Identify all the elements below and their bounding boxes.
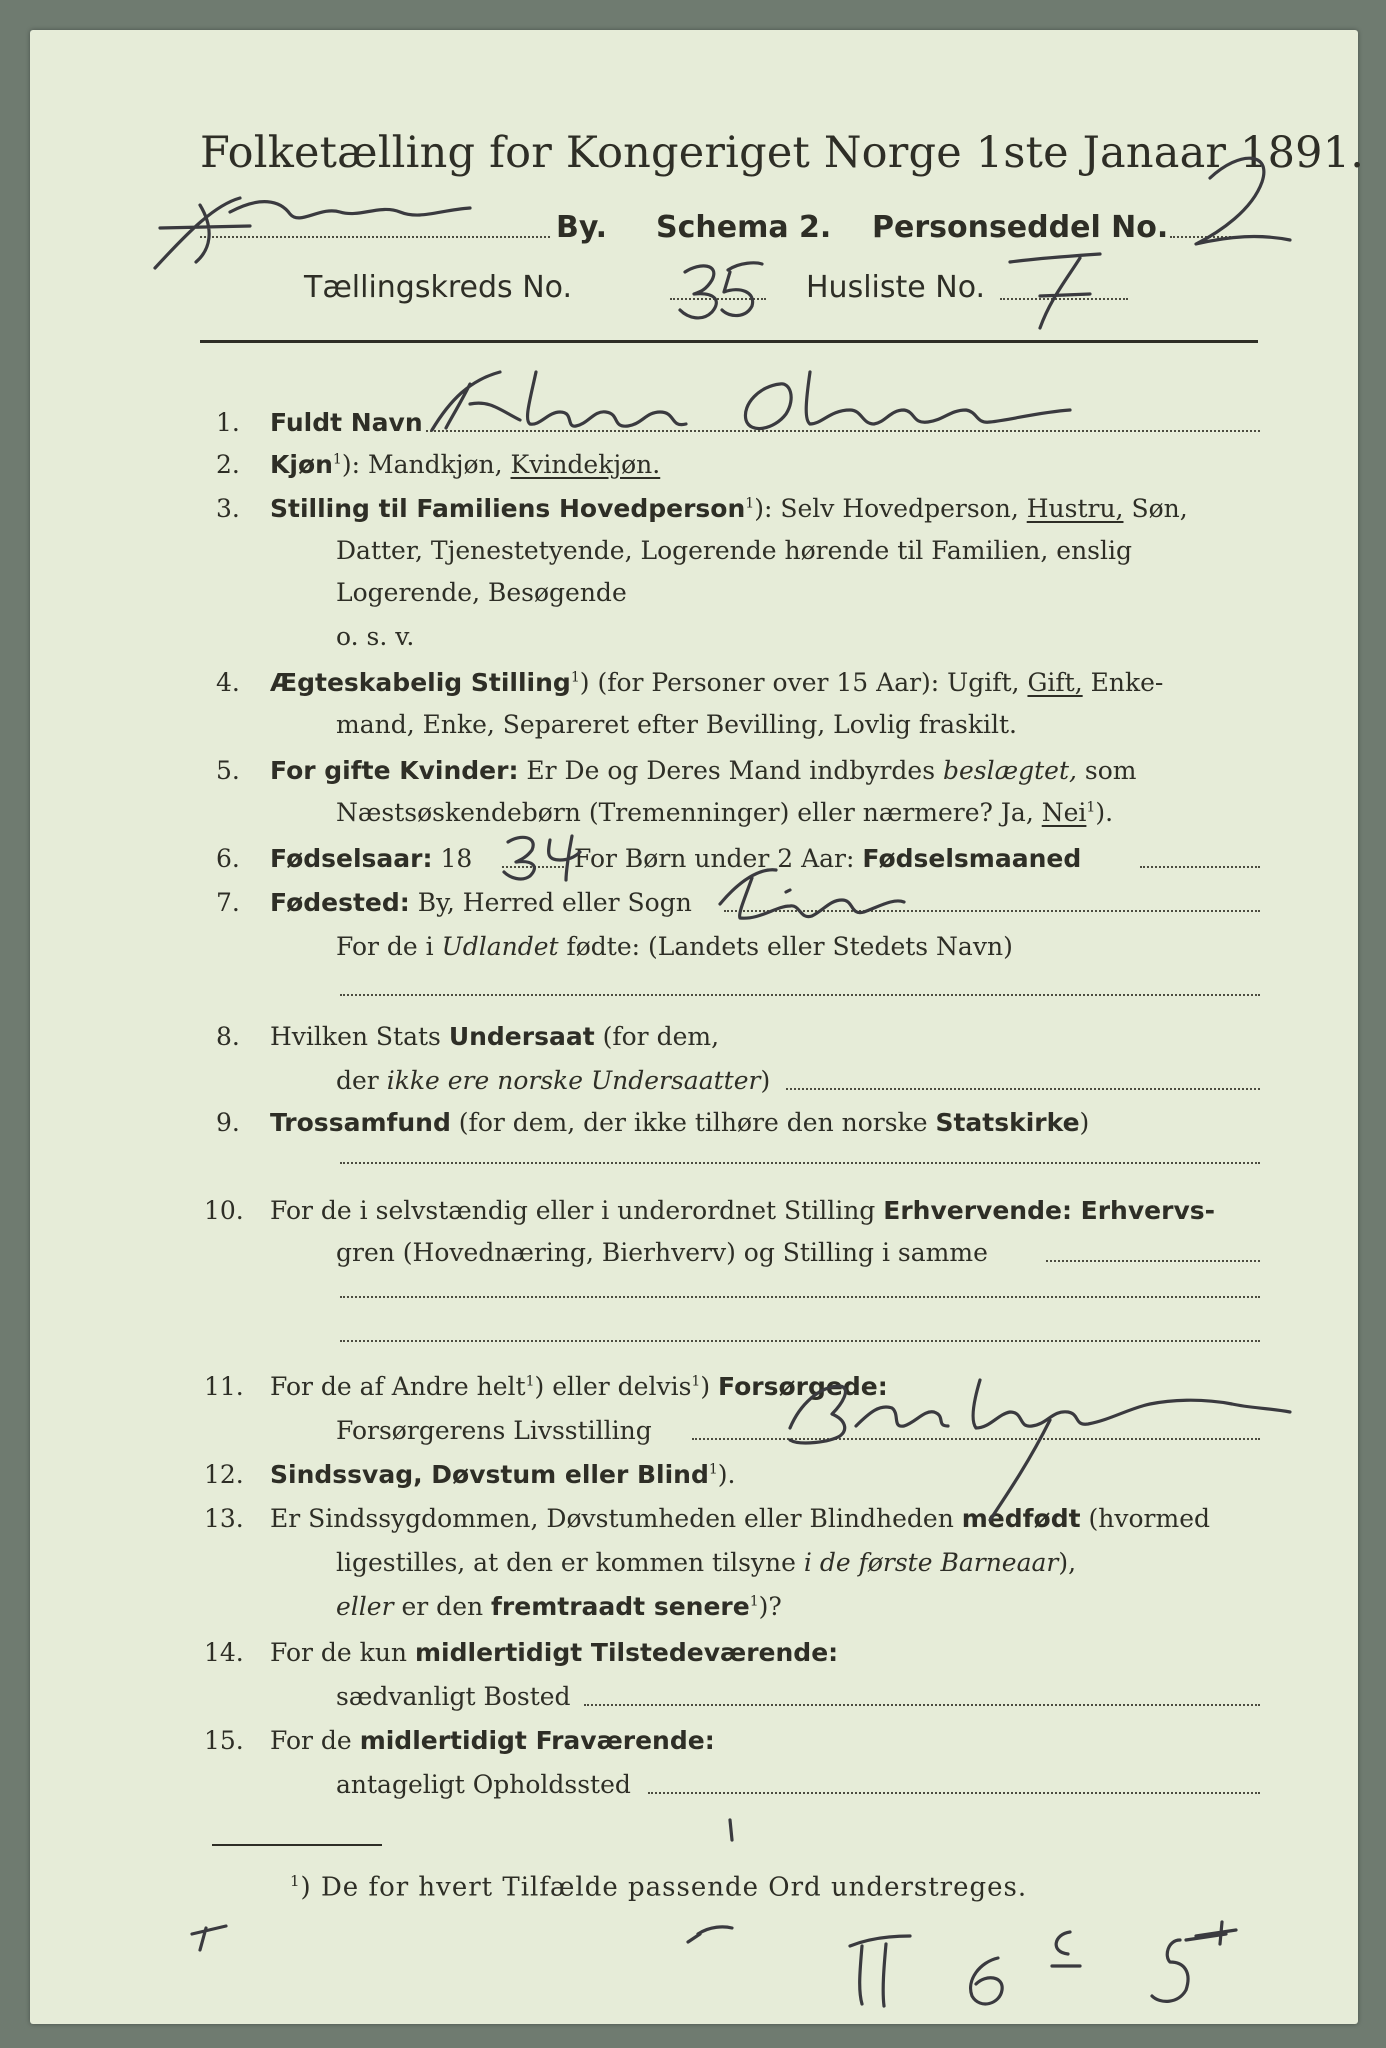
q11-footnote-mark-2: 1 [691, 1373, 701, 1390]
q5-label: For gifte Kvinder: [270, 756, 519, 785]
q4-line-2: mand, Enke, Separeret efter Bevilling, Lovlig fraskilt. [336, 710, 1017, 739]
q13-number: 13. [204, 1504, 244, 1533]
q13-line-3-b: )? [758, 1592, 782, 1621]
q6-century-prefix: 18 [432, 844, 473, 873]
handwritten-archive-note [850, 1932, 1226, 2006]
q2-label: Kjøn [270, 450, 333, 479]
q5-question-a: Er De og Deres Mand indbyrdes [518, 756, 943, 785]
q8-line-2-b: ) [760, 1066, 771, 1095]
q9-number: 9. [216, 1108, 240, 1137]
q3-footnote-mark: 1 [745, 495, 755, 512]
q3-label: Stilling til Familiens Hovedperson [270, 494, 746, 523]
q3-line-2: Datter, Tjenestetyende, Logerende hørende til Familien, enslig [336, 536, 1133, 565]
q13-label: medfødt [961, 1504, 1081, 1533]
handwritten-birthplace [720, 870, 904, 918]
q15-line-2: antageligt Opholdssted [336, 1770, 631, 1799]
q4-number: 4. [216, 668, 240, 697]
q1-number: 1. [216, 408, 240, 437]
handwritten-full-name [432, 372, 1070, 430]
q3-number: 3. [216, 494, 240, 523]
q9-statskirke: Statskirke [935, 1108, 1080, 1137]
margin-mark-center [688, 1927, 732, 1942]
q8-question-b: (for dem, [594, 1022, 720, 1051]
q8-question-a: Hvilken Stats [270, 1022, 449, 1051]
q12-close: ). [717, 1460, 736, 1489]
handwritten-birth-year [504, 836, 580, 880]
q11-question-a: For de af Andre helt [270, 1372, 526, 1401]
q15-number: 15. [204, 1726, 244, 1755]
husliste-label: Husliste No. [806, 270, 986, 305]
q12-number: 12. [204, 1460, 244, 1489]
q2-options: ): Mandkjøn, [341, 450, 511, 479]
footnote-mark: 1 [290, 1872, 301, 1890]
q7-label: Fødested: [270, 888, 410, 917]
q13-question-a: Er Sindssygdommen, Døvstumheden eller Blindheden [270, 1504, 962, 1533]
q14-line-2: sædvanligt Bosted [336, 1682, 571, 1711]
q10-question: For de i selvstændig eller i underordnet Stilling [270, 1196, 884, 1225]
q11-number: 11. [204, 1372, 244, 1401]
q11-question-b: ) eller delvis [534, 1372, 692, 1401]
q4-footnote-mark: 1 [570, 669, 580, 686]
q7-foreign-a: For de i [336, 932, 442, 961]
q3-line-4: o. s. v. [336, 622, 415, 651]
q15-label: midlertidigt Fraværende: [359, 1726, 715, 1755]
q13-line-3-a: er den [393, 1592, 492, 1621]
q8-label: Undersaat [448, 1022, 595, 1051]
q7-foreign-italic: Udlandet [441, 932, 559, 961]
q13-question-b: (hvormed [1080, 1504, 1210, 1533]
q13-line-2-a: ligestilles, at den er kommen tilsyne [336, 1548, 804, 1577]
margin-mark-left [192, 1926, 226, 1950]
by-label: By. [556, 210, 608, 245]
q4-options-a: ) (for Personer over 15 Aar): Ugift, [579, 668, 1028, 697]
q3-options-a: ): Selv Hovedperson, [754, 494, 1027, 523]
q5-footnote-mark: 1 [1086, 799, 1096, 816]
footnote-text: ) De for hvert Tilfælde passende Ord understreges. [300, 1872, 1028, 1903]
q2-number: 2. [216, 450, 240, 479]
q11-label: Forsørgede: [718, 1372, 888, 1401]
q8-number: 8. [216, 1022, 240, 1051]
margin-mark-right [1196, 1922, 1236, 1944]
q3-line-3: Logerende, Besøgende [336, 578, 627, 607]
q3-selected-option: Hustru, [1026, 494, 1124, 523]
q13-footnote-mark: 1 [749, 1593, 759, 1610]
q2-footnote-mark: 1 [332, 451, 342, 468]
q8-line-2-a: der [336, 1066, 387, 1095]
q9-question: (for dem, der ikke tilhøre den norske [450, 1108, 936, 1137]
q12-footnote-mark: 1 [708, 1461, 718, 1478]
q3-options-b: Søn, [1123, 494, 1188, 523]
q10-label: Erhvervende: Erhvervs- [883, 1196, 1215, 1225]
q9-label: Trossamfund [270, 1108, 451, 1137]
q14-label: midlertidigt Tilstedeværende: [414, 1638, 839, 1667]
q12-label: Sindssvag, Døvstum eller Blind [270, 1460, 709, 1489]
q4-label: Ægteskabelig Stilling [270, 668, 571, 697]
q7-number: 7. [216, 888, 240, 917]
q5-selected-option: Nei [1041, 798, 1087, 827]
taellingskreds-label: Tællingskreds No. [304, 270, 572, 305]
q6-label: Fødselsaar: [270, 844, 433, 873]
form-title: Folketælling for Kongeriget Norge 1ste Janaar 1891. [200, 128, 1365, 178]
q8-italic: ikke ere norske Undersaatter [386, 1066, 761, 1095]
personseddel-label: Personseddel No. [872, 210, 1169, 245]
q6-birth-month-label: Fødselsmaaned [862, 844, 1082, 873]
q2-selected-option: Kvindekjøn. [510, 450, 661, 479]
q7-foreign-b: fødte: (Landets eller Stedets Navn) [558, 932, 1013, 961]
q10-number: 10. [204, 1196, 244, 1225]
handwritten-taellingskreds-no [680, 263, 762, 318]
q7-options: By, Herred eller Sogn [409, 888, 692, 917]
handwritten-personseddel-no [1196, 158, 1290, 244]
q14-number: 14. [204, 1638, 244, 1667]
q1-label: Fuldt Navn [270, 408, 423, 437]
q11-question-c: ) [700, 1372, 719, 1401]
q9-close: ) [1079, 1108, 1090, 1137]
q11-footnote-mark-1: 1 [525, 1373, 535, 1390]
q4-selected-option: Gift, [1027, 668, 1083, 697]
q4-options-b: Enke- [1082, 668, 1164, 697]
q5-line-2-text: Næstsøskendebørn (Tremenninger) eller nærmere? Ja, [336, 798, 1042, 827]
q5-line-2-end: ). [1095, 798, 1114, 827]
q13-line-2-b: ), [1058, 1548, 1077, 1577]
q5-italic-word: beslægtet, [943, 756, 1077, 785]
handwritten-husliste-no [1010, 254, 1100, 328]
schema-label: Schema 2. [656, 210, 832, 245]
q10-line-2: gren (Hovednæring, Bierhverv) og Stilling i samme [336, 1238, 988, 1267]
handwritten-town [155, 198, 470, 268]
q13-italic: i de første Barneaar [803, 1548, 1059, 1577]
check-mark [730, 1820, 732, 1840]
q6-infant-question: For Børn under 2 Aar: [574, 844, 863, 873]
q15-question: For de [270, 1726, 360, 1755]
q13-line-3-italic: eller [336, 1592, 394, 1621]
handwritten-provider [790, 1380, 1290, 1520]
q6-number: 6. [216, 844, 240, 873]
q13-line-3-bold: fremtraadt senere [491, 1592, 750, 1621]
q14-question: For de kun [270, 1638, 415, 1667]
q11-line-2: Forsørgerens Livsstilling [336, 1416, 652, 1445]
q5-question-b: som [1076, 756, 1137, 785]
q5-number: 5. [216, 756, 240, 785]
